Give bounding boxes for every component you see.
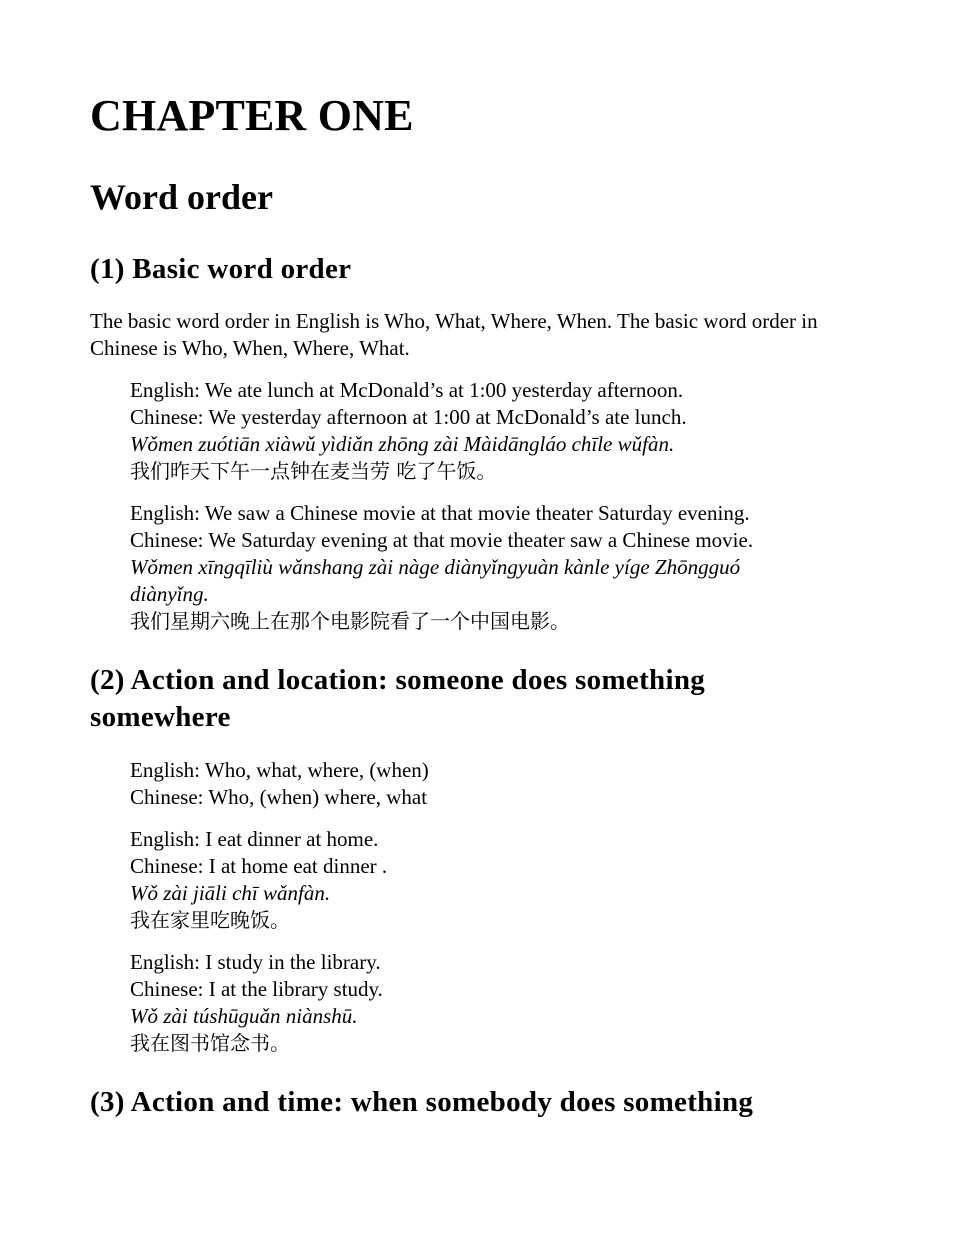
hanzi-sentence: 我在家里吃晚饭。 [130,908,290,932]
chinese-order-sentence: Chinese: We Saturday evening at that movie theater saw a Chinese movie. [130,528,754,552]
hanzi-sentence: 我们星期六晚上在那个电影院看了一个中国电影。 [130,609,570,633]
example-block [130,826,830,934]
example-block [130,949,830,1057]
chinese-order-sentence: Chinese: I at home eat dinner . [130,854,388,878]
chinese-order-sentence: Chinese: I at the library study. [130,977,383,1001]
chapter-title: CHAPTER ONE [90,91,414,140]
english-sentence: English: We ate lunch at McDonald’s at 1:00 yesterday afternoon. [130,378,684,402]
english-sentence: English: I study in the library. [130,950,381,974]
english-pattern: English: Who, what, where, (when) [130,758,429,782]
pinyin-sentence: Wǒmen zuótiān xiàwǔ yìdiǎn zhōng zài Màidāngláo chīle wǔfàn. [130,432,675,456]
pattern-block [130,757,830,811]
subsection-heading-action-and-location: (2) Action and location: someone does something somewhere [90,664,706,733]
pinyin-sentence: Wǒ zài túshūguǎn niànshū. [130,1004,358,1028]
hanzi-sentence: 我们昨天下午一点钟在麦当劳 吃了午饭。 [130,459,497,483]
english-sentence: English: We saw a Chinese movie at that movie theater Saturday evening. [130,501,750,525]
subsection-heading-basic-word-order: (1) Basic word order [90,253,352,285]
chinese-order-sentence: Chinese: We yesterday afternoon at 1:00 at McDonald’s ate lunch. [130,405,687,429]
pinyin-sentence: Wǒ zài jiāli chī wǎnfàn. [130,881,331,905]
example-block [130,377,830,485]
chinese-pattern: Chinese: Who, (when) where, what [130,785,428,809]
intro-paragraph: The basic word order in English is Who, What, Where, When. The basic word order in Chinese is Who, When, Where, What. [90,309,818,360]
english-sentence: English: I eat dinner at home. [130,827,379,851]
pinyin-sentence: Wǒmen xīngqīliù wǎnshang zài nàge diànyǐngyuàn kànle yíge Zhōngguó diànyǐng. [130,555,741,606]
example-block [130,500,830,635]
section-title: Word order [90,177,273,217]
subsection-heading-action-and-time: (3) Action and time: when somebody does something [90,1086,754,1118]
hanzi-sentence: 我在图书馆念书。 [130,1031,290,1055]
